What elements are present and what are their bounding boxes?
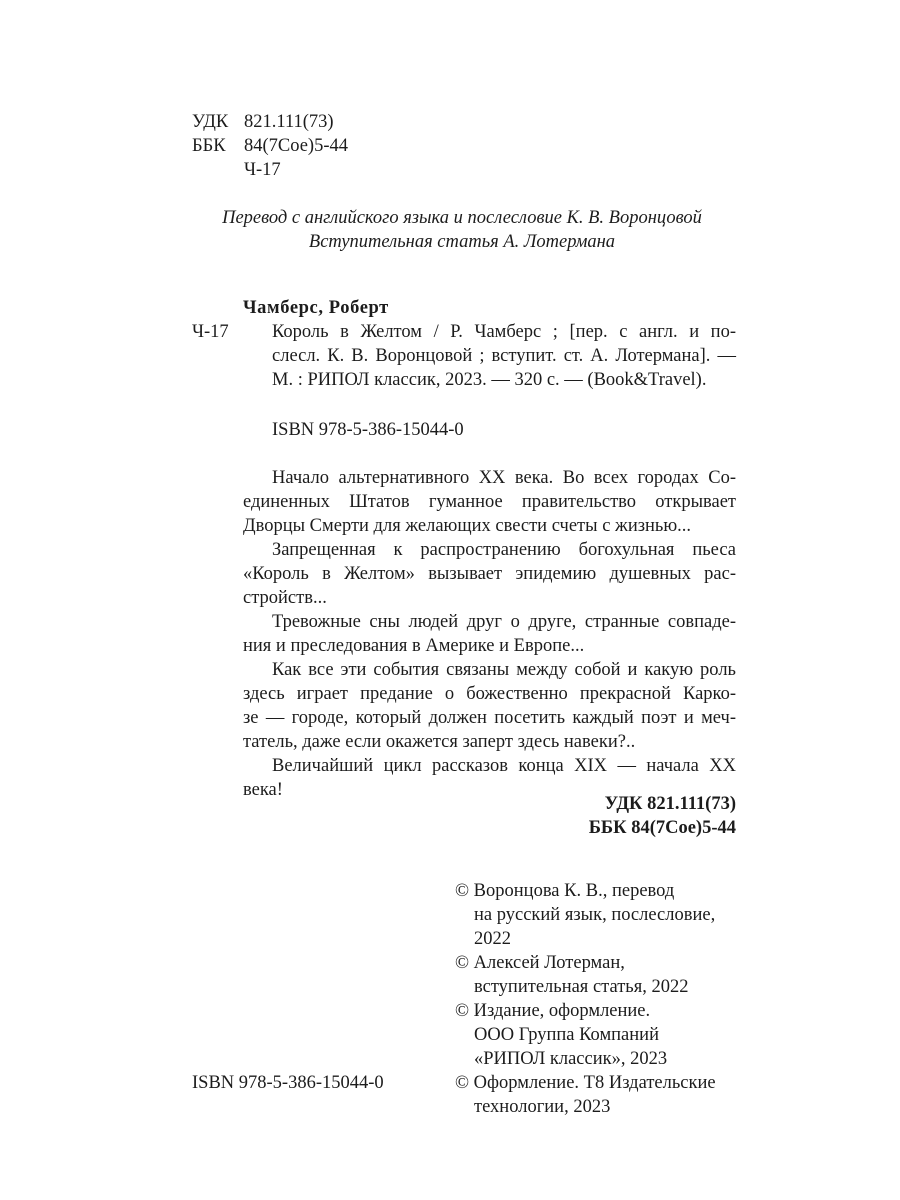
copyright-line: ООО Группа Компаний bbox=[474, 1025, 659, 1045]
annotation-line: ния и преследования в Америке и Европе... bbox=[243, 636, 585, 656]
annotation-line: Запрещенная к распространению богохульная пьеса bbox=[272, 540, 736, 560]
annotation-line: здесь играет предание о божественно прекрасной Карко- bbox=[243, 684, 736, 704]
copyright-line: © Воронцова К. В., перевод bbox=[455, 881, 675, 901]
copyright-line: © Оформление. Т8 Издательские bbox=[455, 1073, 716, 1093]
catalog-code: Ч-17 bbox=[192, 322, 229, 342]
author-heading: Чамберс, Роберт bbox=[243, 298, 389, 318]
catalog-line: М. : РИПОЛ классик, 2023. — 320 с. — (Book&Travel). bbox=[272, 370, 707, 390]
copyright-line: «РИПОЛ классик», 2023 bbox=[474, 1049, 668, 1069]
udk-value: 821.111(73) bbox=[244, 112, 334, 132]
catalog-line: Король в Желтом / Р. Чамберс ; [пер. с англ. и по- bbox=[272, 322, 736, 342]
copyright-line: на русский язык, послесловие, bbox=[474, 905, 716, 925]
copyright-line: © Издание, оформление. bbox=[455, 1001, 651, 1021]
bbk-label: ББК bbox=[192, 136, 226, 156]
translation-credit-2: Вступительная статья А. Лотермана bbox=[308, 232, 616, 252]
bbk-line bbox=[192, 134, 348, 158]
author-code: Ч-17 bbox=[244, 160, 281, 180]
bbk-bold: ББК 84(7Сое)5-44 bbox=[588, 818, 736, 838]
annotation-line: Как все эти события связаны между собой и какую роль bbox=[272, 660, 736, 680]
annotation-line: Величайший цикл рассказов конца XIX — начала XX века! bbox=[243, 756, 736, 800]
translation-credit-1: Перевод с английского языка и послесловие К. В. Воронцовой bbox=[222, 208, 702, 228]
copyright-line: 2022 bbox=[474, 929, 511, 949]
isbn-top: ISBN 978-5-386-15044-0 bbox=[272, 420, 464, 440]
udk-bold: УДК 821.111(73) bbox=[604, 794, 736, 814]
isbn-bottom: ISBN 978-5-386-15044-0 bbox=[192, 1073, 384, 1093]
copyright-line: вступительная статья, 2022 bbox=[474, 977, 689, 997]
annotation-line: Тревожные сны людей друг о друге, странные совпаде- bbox=[272, 612, 736, 632]
annotation-line: «Король в Желтом» вызывает эпидемию душевных рас- bbox=[243, 564, 736, 584]
annotation-line: Дворцы Смерти для желающих свести счеты с жизнью... bbox=[243, 516, 692, 536]
annotation-line: единенных Штатов гуманное правительство открывает bbox=[243, 492, 736, 512]
bbk-value: 84(7Сое)5-44 bbox=[244, 136, 349, 156]
annotation-line: татель, даже если окажется заперт здесь навеки?.. bbox=[243, 732, 636, 752]
annotation bbox=[243, 466, 736, 800]
annotation-line: Начало альтернативного XX века. Во всех городах Со- bbox=[272, 468, 736, 488]
copyright-block bbox=[455, 879, 716, 1119]
udk-line bbox=[192, 110, 334, 134]
copyright-line: технологии, 2023 bbox=[474, 1097, 611, 1117]
annotation-line: стройств... bbox=[243, 588, 327, 608]
copyright-line: © Алексей Лотерман, bbox=[455, 953, 625, 973]
catalog-line: слесл. К. В. Воронцовой ; вступит. ст. А. Лотермана]. — bbox=[272, 346, 736, 366]
annotation-line: зе — городе, который должен посетить каждый поэт и меч- bbox=[243, 708, 736, 728]
catalog-entry bbox=[272, 320, 736, 392]
udk-label: УДК bbox=[192, 112, 229, 132]
